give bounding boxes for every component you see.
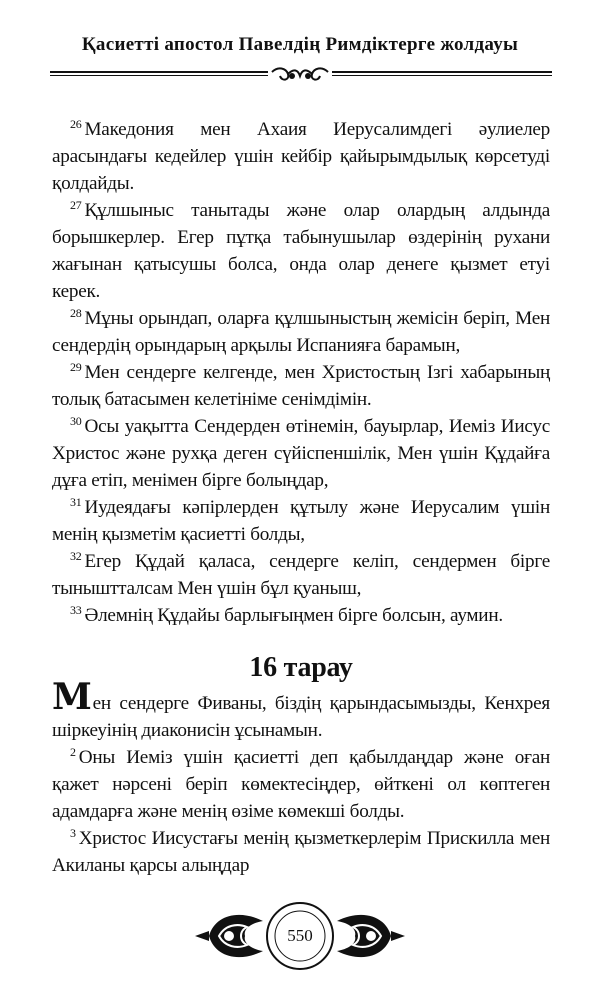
- verse-29: [52, 359, 550, 413]
- verse-text: Егер Құдай қаласа, сендерге келіп, сендермен бірге тыныштталсам Мен үшін бұл қуаныш,: [52, 551, 550, 599]
- verse-30: [52, 413, 550, 494]
- drop-cap: М: [52, 676, 92, 718]
- verse-number: 27: [70, 198, 82, 212]
- verse-text: Иудеядағы кәпірлерден құтылу және Иерусалим үшін менің қызметім қасиетті болды,: [52, 497, 550, 545]
- verse-number: 32: [70, 549, 82, 563]
- verse-text: Осы уақытта Сендерден өтінемін, бауырлар, Иеміз Иисус Христос және рухқа деген сүйіспеншілік, Мен үшін Құдайға дұға етіп, менімен бірге болыңдар,: [52, 416, 550, 491]
- verse-number: 3: [70, 826, 76, 840]
- verse-text: ен сендерге Фиваны, біздің қарындасымызды, Кенхрея шіркеуінің диаконисін ұсынамын.: [52, 693, 550, 741]
- verse-number: 2: [70, 745, 76, 759]
- verse-number: 29: [70, 360, 82, 374]
- page-number: 550: [287, 926, 313, 945]
- verse-2: [52, 744, 550, 825]
- verse-text: Мен сендерге келгенде, мен Христостың Ізгі хабарының толық батасымен келетініме сенімдімін.: [52, 362, 550, 410]
- verse-text: Оны Иеміз үшін қасиетті деп қабылдаңдар және оған қажет нәрсені беріп көмектесіңдер, өйткені ол көптеген адамдарға және менің өзіме көмекші болды.: [52, 747, 550, 822]
- chapter-title: 16 тарау: [249, 652, 353, 683]
- verse-31: [52, 494, 550, 548]
- verse-number: 33: [70, 603, 82, 617]
- page-footer: [195, 901, 405, 971]
- verse-26: [52, 116, 550, 197]
- verse-27: [52, 197, 550, 305]
- verse-number: 31: [70, 495, 82, 509]
- verse-3: [52, 825, 550, 879]
- verse-number: 30: [70, 414, 82, 428]
- page-body: [52, 0, 550, 879]
- verse-text: Македония мен Ахаия Иерусалимдегі әулиелер арасындағы кедейлер үшін кейбір қайырымдылық көрсетуді қолдайды.: [52, 119, 550, 194]
- verse-28: [52, 305, 550, 359]
- verse-33: [52, 602, 550, 629]
- verse-text: Мұны орындап, оларға құлшыныстың жемісін беріп, Мен сендердің орындарың арқылы Испанияға барамын,: [52, 308, 550, 356]
- verse-text: Құлшыныс танытады және олар олардың алдында борышкерлер. Егер пұтқа табынушылар өздерінің рухани жағынан қатысушы болса, онда олар денеге қызмет етуі керек.: [52, 200, 550, 302]
- running-header-title: Қасиетті апостол Павелдің Римдіктерге жолдауы: [81, 34, 519, 55]
- verse-number: 28: [70, 306, 82, 320]
- verse-1: [52, 676, 550, 744]
- verse-text: Әлемнің Құдайы барлығыңмен бірге болсын, аумин.: [84, 605, 503, 626]
- verse-text: Христос Иисустағы менің қызметкерлерім Прискилла мен Акиланы қарсы алыңдар: [52, 828, 550, 876]
- verse-number: 26: [70, 117, 82, 131]
- verse-32: [52, 548, 550, 602]
